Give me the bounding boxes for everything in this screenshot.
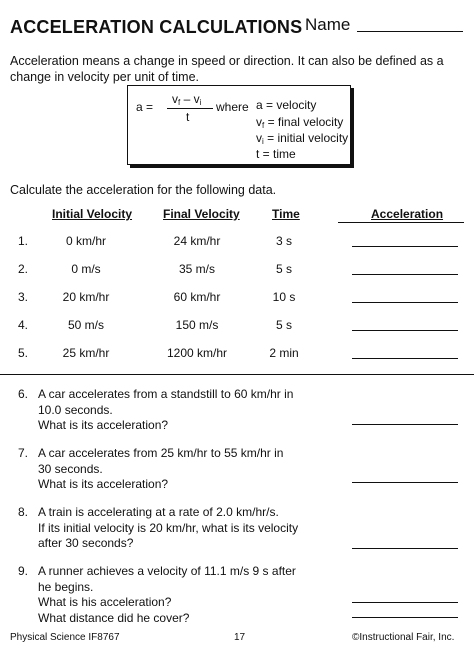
question-text-line: after 30 seconds? [38,536,134,550]
answer-line[interactable] [352,302,458,303]
answer-line[interactable] [352,482,458,483]
question-text-line: A train is accelerating at a rate of 2.0 km/hr/s. [38,505,279,519]
time-cell: 3 s [275,234,292,248]
row-number: 1. [18,234,29,248]
page-title: ACCELERATION CALCULATIONS [10,17,303,37]
question-text-line: A runner achieves a velocity of 11.1 m/s 9 s after [38,564,296,578]
question-text-line: A car accelerates from a standstill to 60 km/hr in [38,387,294,401]
formula-numerator: $v_f - v_i$ [172,92,202,107]
row-number: 4. [18,318,29,332]
question-text-line: What is its acceleration? [38,477,169,491]
formula-lhs: a = [136,100,154,114]
initial-velocity-cell: 0 km/hr [65,234,106,248]
time-cell: 10 s [272,290,296,304]
question-text-line: What is its acceleration? [38,418,169,432]
row-number: 5. [18,346,29,360]
initial-velocity-cell: 50 m/s [67,318,104,332]
header-initial-velocity: Initial Velocity [52,207,133,221]
formula-denominator: t [186,110,190,124]
def-vf: $v_f$ = final velocity [256,115,344,130]
def-vi: $v_i$ = initial velocity [256,131,349,146]
question-text-line: What is his acceleration? [38,595,172,609]
answer-line[interactable] [352,602,458,603]
answer-line[interactable] [352,358,458,359]
def-t: t = time [256,147,296,161]
answer-line[interactable] [352,617,458,618]
final-velocity-cell: 1200 km/hr [166,346,228,360]
question-text-line: 30 seconds. [38,461,103,476]
intro-text: Acceleration means a change in speed or direction. It can also be defined as a change in velocity per unit of time. [10,54,444,84]
header-time: Time [272,207,300,221]
final-velocity-cell: 24 km/hr [173,234,221,248]
initial-velocity-cell: 25 km/hr [62,346,110,360]
question-number: 6. [18,387,29,401]
fraction-bar [167,108,213,109]
answer-line[interactable] [352,330,458,331]
footer-left: Physical Science IF8767 [10,632,120,643]
formula-box [127,85,351,165]
header-rule [338,222,464,223]
header-final-velocity: Final Velocity [163,207,240,221]
question-number: 9. [18,564,29,578]
header-acceleration: Acceleration [371,207,444,221]
question-text-line: If its initial velocity is 20 km/hr, what is its velocity [38,520,299,535]
name-field-line[interactable] [357,31,463,32]
question-number: 7. [18,446,29,460]
question-text-line: he begins. [38,579,94,594]
answer-line[interactable] [352,548,458,549]
time-cell: 5 s [275,318,292,332]
question-text-line: A car accelerates from 25 km/hr to 55 km/hr in [38,446,284,460]
question-text-line: What distance did he cover? [38,610,190,625]
row-number: 3. [18,290,29,304]
answer-line[interactable] [352,246,458,247]
instructions: Calculate the acceleration for the following data. [10,183,277,197]
final-velocity-cell: 60 km/hr [173,290,221,304]
question-text-line: 10.0 seconds. [38,402,113,417]
answer-line[interactable] [352,424,458,425]
final-velocity-cell: 150 m/s [175,318,219,332]
name-label: Name [305,15,351,34]
initial-velocity-cell: 0 m/s [71,262,101,276]
def-a: a = velocity [256,98,317,112]
time-cell: 5 s [275,262,292,276]
formula-where: where [216,100,249,114]
question-number: 8. [18,505,29,519]
section-divider [0,374,474,375]
time-cell: 2 min [269,346,299,360]
final-velocity-cell: 35 m/s [178,262,215,276]
footer-page: 17 [234,632,246,643]
row-number: 2. [18,262,29,276]
answer-line[interactable] [352,274,458,275]
footer-right: ©Instructional Fair, Inc. [352,632,455,643]
initial-velocity-cell: 20 km/hr [62,290,110,304]
